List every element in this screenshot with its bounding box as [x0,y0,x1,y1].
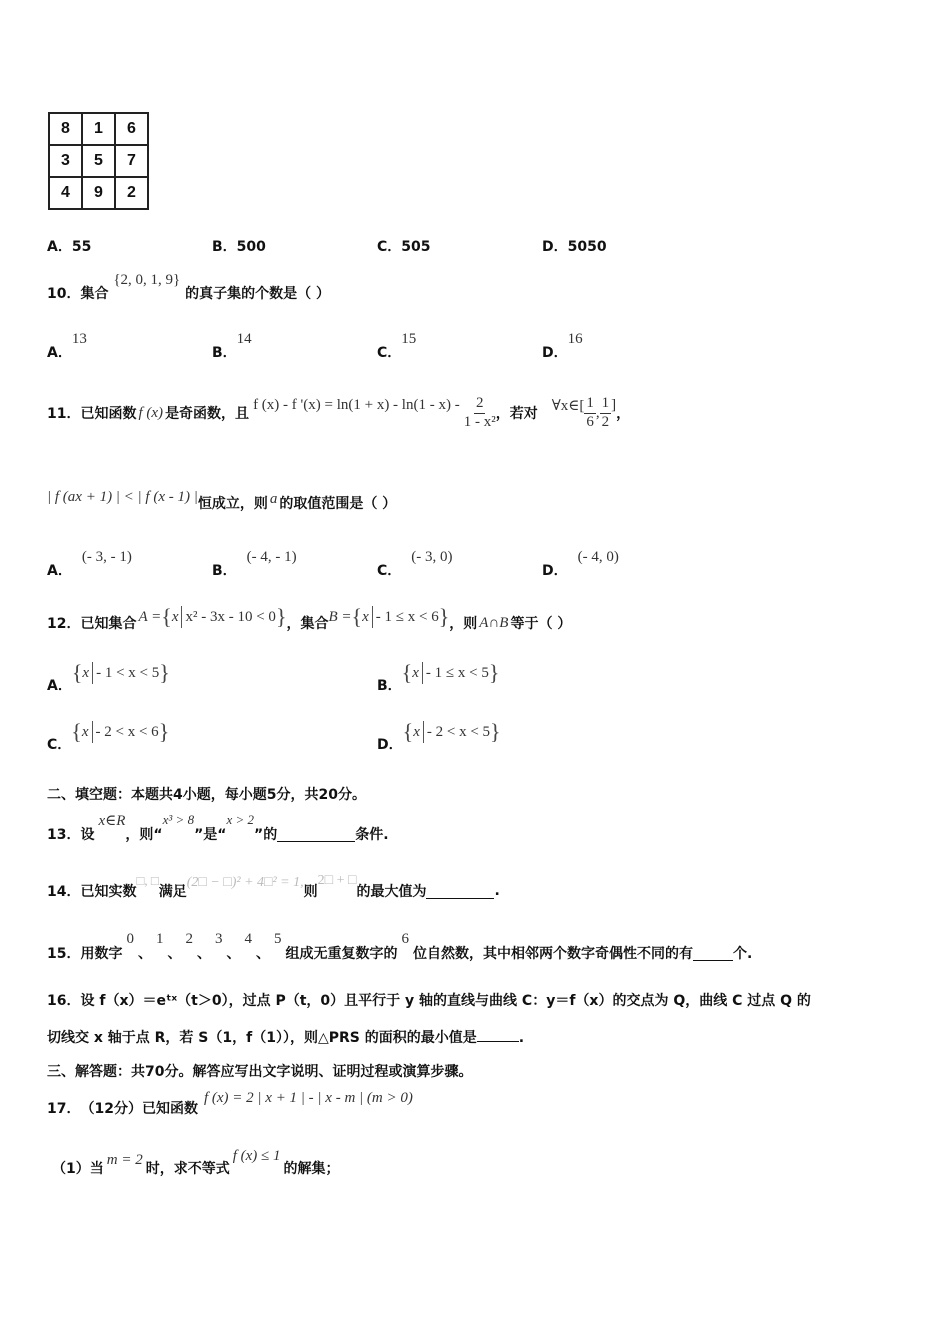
table-cell: 2 [115,177,148,209]
q11-stem-line2: | f (ax + 1) | < | f (x - 1) | 恒成立，则 a 的取值范围是（ ） [47,488,397,512]
q12-option-c: C． { x - 2 < x < 6 } [47,719,170,753]
section-heading-fill-in: 二、填空题：本题共4小题，每小题5分，共20分。 [47,787,366,803]
table-cell: 7 [115,145,148,177]
table-cell: 3 [49,145,82,177]
q16-stem-line2: 切线交 x 轴于点 R，若 S（1，f（1）），则△PRS 的面积的最小值是 . [47,1027,524,1047]
table-row [49,145,148,177]
q12-set-b: { x - 1 ≤ x < 6 } [351,604,450,629]
q14-equation: (2□ − □)² + 4□² = 1, [186,875,304,890]
q10-option-d: D．16 [542,331,583,361]
q11-equation: f (x) - f '(x) = ln(1 + x) - ln(1 - x) - [253,396,460,413]
table-cell: 4 [49,177,82,209]
q11-option-d: D．(- 4, 0) [542,549,619,579]
q12-option-d: D． { x - 2 < x < 5 } [377,719,501,753]
q11-fraction: $\frac{2}{\text{1 - x²}}$ [463,395,496,430]
q12-option-b: B． { x - 1 ≤ x < 5 } [377,660,500,694]
q9-option-d: D．5050 [542,239,607,255]
table-cell: 5 [82,145,115,177]
q15-stem: 15． 用数字 0 、 1 、 2 、 3 、 4 、 5 组成无重复数字的 6 位自然数，其中相邻两个数字奇偶性不同的有 个. [47,930,753,962]
q9-option-a: A．55 [47,239,92,255]
q10-option-a: A．13 [47,331,87,361]
q11-option-c: C．(- 3, 0) [377,549,453,579]
q14-stem: 14． 已知实数 □, □ 满足 (2□ − □)² + 4□² = 1, 则 2□ + □ 的最大值为 . [47,873,500,900]
q16-stem-line1: 16．设 f（x）＝eᵗˣ（t＞0），过点 P（t，0）且平行于 y 轴的直线与曲线 C：y＝f（x）的交点为 Q，曲线 C 过点 Q 的 [47,993,811,1009]
q10-stem: 10．集合 {2, 0, 1, 9} 的真子集的个数是（ ） [47,272,331,302]
answer-blank [277,827,355,842]
magic-square-figure [48,112,149,210]
q12-set-a: { x x² - 3x - 10 < 0 } [161,604,287,629]
q11-option-a: A．(- 3, - 1) [47,549,132,579]
q10-set: {2, 0, 1, 9} [113,272,181,288]
table-row [49,113,148,145]
section-heading-solutions: 三、解答题：共70分。解答应写出文字说明、证明过程或演算步骤。 [47,1064,473,1080]
q10-option-c: C．15 [377,331,417,361]
answer-blank [426,884,494,899]
table-cell: 8 [49,113,82,145]
table-cell: 1 [82,113,115,145]
q17-function: f (x) = 2 | x + 1 | - | x - m | (m > 0) [203,1089,413,1106]
q9-option-b: B．500 [212,239,266,255]
answer-blank [477,1027,519,1042]
q9-option-c: C．505 [377,239,431,255]
q12-stem: 12． 已知集合 A = { x x² - 3x - 10 < 0 } ，集合 B = { x - 1 ≤ x < 6 } ，则 A∩B 等于（ ） [47,604,572,632]
q17-stem: 17． （12分） 已知函数 f (x) = 2 | x + 1 | - | x - m | (m > 0) [47,1089,413,1117]
table-cell: 9 [82,177,115,209]
q11-inequality: | f (ax + 1) | < | f (x - 1) | [47,488,198,505]
table-cell: 6 [115,113,148,145]
q17-part1: （1）当 m = 2 时，求不等式 f (x) ≤ 1 的解集； [52,1147,340,1177]
q10-option-b: B．14 [212,331,252,361]
answer-blank [693,946,733,961]
table-row [49,177,148,209]
q11-stem-line1: 11． 已知函数 f (x) 是奇函数，且 f (x) - f '(x) = ln(1 + x) - ln(1 - x) - $\frac{2}{\text{1 - x²}}$ ，若对 ∀x∈[ $\frac{1}{6}$ , $\frac{1}{2}$ ] ， [47,395,631,430]
q11-option-b: B．(- 4, - 1) [212,549,297,579]
q12-option-a: A． { x - 1 < x < 5 } [47,660,170,694]
q13-stem: 13． 设 x∈R ，则“ x³ > 8 ”是“ x > 2 ”的 条件. [47,812,389,843]
